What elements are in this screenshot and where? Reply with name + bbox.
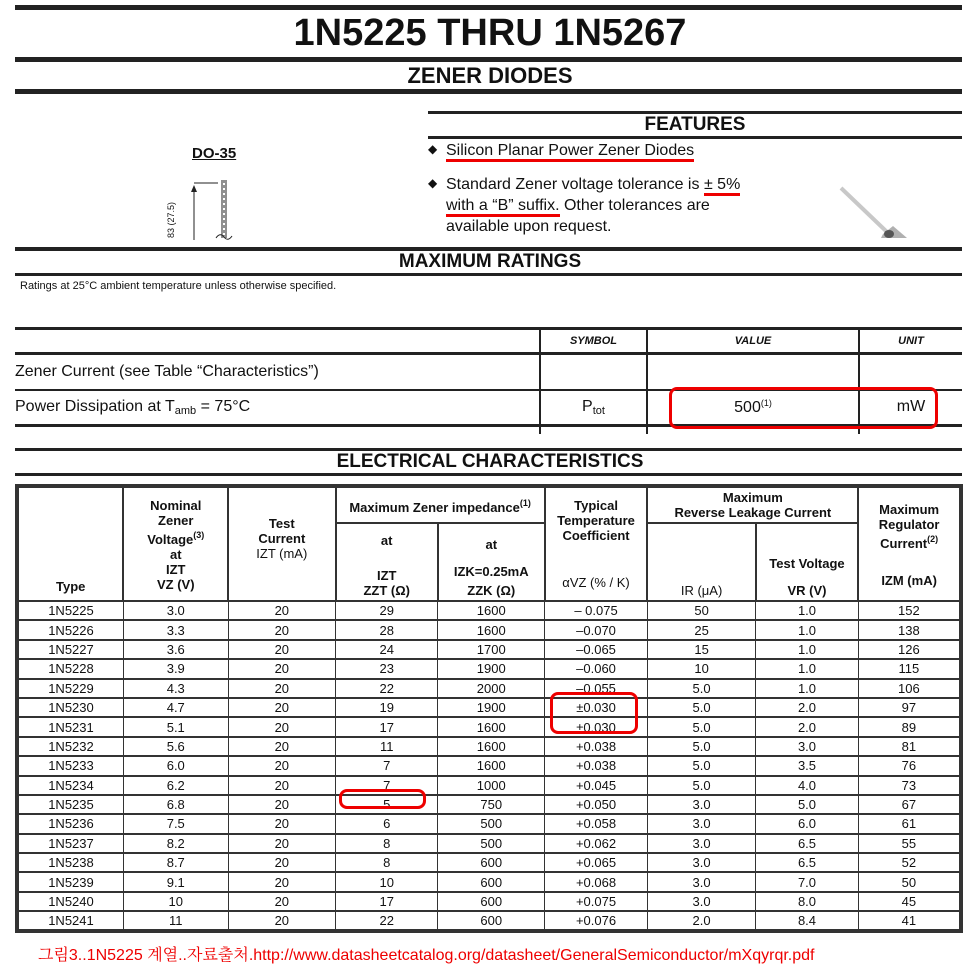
zzk-cell: 750 <box>438 795 545 814</box>
izt-cell: 20 <box>228 601 335 620</box>
izt-cell: 20 <box>228 853 335 872</box>
top-rule <box>15 5 962 10</box>
table-row <box>17 814 961 833</box>
table-row <box>17 872 961 891</box>
vz-cell: 6.2 <box>123 776 228 795</box>
rating-symbol: $P_{tot}$ <box>540 390 647 426</box>
vr-cell: 1.0 <box>756 640 859 659</box>
type-cell: 1N5241 <box>17 911 123 930</box>
izm-cell: 152 <box>858 601 961 620</box>
features-title: FEATURES <box>644 114 746 135</box>
izt-cell: 20 <box>228 776 335 795</box>
temp-coeff-cell: ±0.030 <box>545 698 648 717</box>
zzk-cell: 1000 <box>438 776 545 795</box>
feature-item-1 <box>428 139 694 161</box>
izm-cell: 76 <box>858 756 961 775</box>
vz-cell: 6.0 <box>123 756 228 775</box>
zzk-cell: 1700 <box>438 640 545 659</box>
leakage-group-header: Maximum Reverse Leakage Current <box>647 486 858 523</box>
temp-coeff-header: Typical Temperature Coefficient αVZ (% / K) <box>545 486 648 601</box>
zzt-cell: 23 <box>336 659 438 678</box>
vr-cell: 8.4 <box>756 911 859 930</box>
type-cell: 1N5226 <box>17 620 123 639</box>
vr-cell: 2.0 <box>756 698 859 717</box>
izm-cell: 50 <box>858 872 961 891</box>
temp-coeff-cell: –0.070 <box>545 620 648 639</box>
vr-cell: 1.0 <box>756 679 859 698</box>
zzk-cell: 500 <box>438 834 545 853</box>
type-cell: 1N5234 <box>17 776 123 795</box>
zzt-cell: 29 <box>336 601 438 620</box>
table-row <box>17 911 961 930</box>
izt-cell: 20 <box>228 795 335 814</box>
zzt-cell: 7 <box>336 756 438 775</box>
temp-coeff-cell: +0.050 <box>545 795 648 814</box>
type-cell: 1N5230 <box>17 698 123 717</box>
tolerance-highlight: ± 5% <box>704 176 740 196</box>
ir-cell: 5.0 <box>647 698 755 717</box>
diamond-bullet-icon: ◆ <box>428 176 438 190</box>
symbol-header: SYMBOL <box>540 329 647 354</box>
type-cell: 1N5225 <box>17 601 123 620</box>
izt-cell: 20 <box>228 698 335 717</box>
vz-cell: 3.6 <box>123 640 228 659</box>
vz-cell: 3.0 <box>123 601 228 620</box>
temp-coeff-cell: –0.055 <box>545 679 648 698</box>
rating-symbol <box>540 354 647 390</box>
electrical-title: ELECTRICAL CHARACTERISTICS <box>336 451 644 472</box>
zzk-header: at IZK=0.25mA ZZK (Ω) <box>438 523 545 601</box>
temp-coeff-cell: +0.045 <box>545 776 648 795</box>
package-label: DO-35 <box>192 145 237 162</box>
izt-cell: 20 <box>228 620 335 639</box>
table-row <box>17 756 961 775</box>
rating-value <box>647 354 859 390</box>
ir-cell: 3.0 <box>647 814 755 833</box>
vz-cell: 10 <box>123 892 228 911</box>
vr-cell: 5.0 <box>756 795 859 814</box>
temp-coeff-cell: –0.060 <box>545 659 648 678</box>
zzt-cell: 17 <box>336 717 438 736</box>
page-subtitle: ZENER DIODES <box>407 63 573 88</box>
zzt-cell: 22 <box>336 679 438 698</box>
izm-cell: 67 <box>858 795 961 814</box>
ratings-title-rule <box>15 273 962 276</box>
zzk-cell: 600 <box>438 872 545 891</box>
izm-cell: 61 <box>858 814 961 833</box>
rating-row <box>15 354 962 390</box>
izt-cell: 20 <box>228 911 335 930</box>
ir-cell: 3.0 <box>647 872 755 891</box>
temp-coeff-cell: ±0.030 <box>545 717 648 736</box>
type-cell: 1N5238 <box>17 853 123 872</box>
ir-cell: 15 <box>647 640 755 659</box>
type-cell: 1N5233 <box>17 756 123 775</box>
type-cell: 1N5240 <box>17 892 123 911</box>
izt-cell: 20 <box>228 834 335 853</box>
table-row <box>17 853 961 872</box>
temp-coeff-highlight-box <box>550 692 638 734</box>
temp-coeff-cell: +0.065 <box>545 853 648 872</box>
zzt-cell: 28 <box>336 620 438 639</box>
vz-cell: 8.2 <box>123 834 228 853</box>
zzk-cell: 600 <box>438 911 545 930</box>
type-cell: 1N5236 <box>17 814 123 833</box>
rating-param: Power Dissipation at $T_{amb} = 75^\circ C$ <box>15 390 540 426</box>
izm-header: Maximum Regulator Current$^{(2)}$ IZM (mA) <box>858 486 961 601</box>
izm-cell: 45 <box>858 892 961 911</box>
ir-cell: 3.0 <box>647 853 755 872</box>
izm-cell: 73 <box>858 776 961 795</box>
table-row <box>17 640 961 659</box>
table-row <box>17 834 961 853</box>
izt-cell: 20 <box>228 640 335 659</box>
zzt-cell: 10 <box>336 872 438 891</box>
ir-cell: 3.0 <box>647 834 755 853</box>
vr-cell: 6.5 <box>756 834 859 853</box>
izm-cell: 55 <box>858 834 961 853</box>
ir-cell: 5.0 <box>647 717 755 736</box>
type-cell: 1N5228 <box>17 659 123 678</box>
zzt-cell: 17 <box>336 892 438 911</box>
value-header: VALUE <box>647 329 859 354</box>
ratings-note: Ratings at 25°C ambient temperature unless otherwise specified. <box>20 280 337 292</box>
ir-cell: 5.0 <box>647 776 755 795</box>
type-cell: 1N5235 <box>17 795 123 814</box>
ir-cell: 5.0 <box>647 679 755 698</box>
feature-item-2 <box>428 173 740 237</box>
zzt-cell: 8 <box>336 834 438 853</box>
temp-coeff-cell: –0.065 <box>545 640 648 659</box>
test-current-header: Test Current IZT (mA) <box>228 486 335 601</box>
table-row <box>17 698 961 717</box>
temp-coeff-cell: – 0.075 <box>545 601 648 620</box>
vr-cell: 6.0 <box>756 814 859 833</box>
param-header <box>15 329 540 354</box>
izm-cell: 89 <box>858 717 961 736</box>
rating-param: Zener Current (see Table “Characteristics”) <box>15 354 540 390</box>
ir-cell: 3.0 <box>647 795 755 814</box>
unit-header: UNIT <box>859 329 962 354</box>
izm-cell: 81 <box>858 737 961 756</box>
zzt-cell: 8 <box>336 853 438 872</box>
type-header: Type <box>17 486 123 601</box>
zzk-cell: 600 <box>438 853 545 872</box>
feature-text: available upon request. <box>446 218 612 235</box>
zzk-cell: 1600 <box>438 620 545 639</box>
vr-cell: 7.0 <box>756 872 859 891</box>
table-row <box>17 620 961 639</box>
value-highlight-box <box>669 387 938 429</box>
type-cell: 1N5237 <box>17 834 123 853</box>
izt-cell: 20 <box>228 892 335 911</box>
vr-cell: 3.5 <box>756 756 859 775</box>
izm-cell: 97 <box>858 698 961 717</box>
impedance-highlight-box <box>339 789 426 809</box>
vz-cell: 4.3 <box>123 679 228 698</box>
package-drawing <box>180 180 240 242</box>
elec-title-rule <box>15 473 962 476</box>
izt-cell: 20 <box>228 756 335 775</box>
rating-unit <box>859 354 962 390</box>
izm-cell: 106 <box>858 679 961 698</box>
ir-cell: 10 <box>647 659 755 678</box>
zzk-cell: 1600 <box>438 737 545 756</box>
figure-caption: 그림3..1N5225 계열..자료출처.http://www.datasheetcatalog.org/datasheet/GeneralSemiconductor/mXqyrqr.pdf <box>38 947 815 964</box>
vr-cell: 6.5 <box>756 853 859 872</box>
ir-cell: 5.0 <box>647 737 755 756</box>
izt-cell: 20 <box>228 814 335 833</box>
zzt-cell: 5 <box>336 795 438 814</box>
vz-cell: 5.1 <box>123 717 228 736</box>
type-cell: 1N5229 <box>17 679 123 698</box>
ir-cell: 25 <box>647 620 755 639</box>
feature-text: Standard Zener voltage tolerance is <box>446 176 704 193</box>
ir-cell: 3.0 <box>647 892 755 911</box>
zzk-cell: 1900 <box>438 659 545 678</box>
type-cell: 1N5227 <box>17 640 123 659</box>
ir-header: IR (μA) <box>647 523 755 601</box>
table-row <box>17 717 961 736</box>
zzt-cell: 11 <box>336 737 438 756</box>
vz-header: Nominal Zener Voltage$^{(3)}$ at IZT VZ (V) <box>123 486 228 601</box>
zzt-header: at IZT ZZT (Ω) <box>336 523 438 601</box>
temp-coeff-cell: +0.068 <box>545 872 648 891</box>
izm-cell: 41 <box>858 911 961 930</box>
type-cell: 1N5239 <box>17 872 123 891</box>
zzk-cell: 500 <box>438 814 545 833</box>
zzt-cell: 24 <box>336 640 438 659</box>
vr-cell: 1.0 <box>756 659 859 678</box>
zzk-cell: 2000 <box>438 679 545 698</box>
vz-cell: 6.8 <box>123 795 228 814</box>
vr-header: Test Voltage VR (V) <box>756 523 859 601</box>
vz-cell: 3.3 <box>123 620 228 639</box>
feature-text: Silicon Planar Power Zener Diodes <box>446 142 694 162</box>
vr-cell: 4.0 <box>756 776 859 795</box>
izt-cell: 20 <box>228 659 335 678</box>
temp-coeff-cell: +0.058 <box>545 814 648 833</box>
rating-value: 500$^{(1)}$ <box>647 390 859 426</box>
zzt-cell: 7 <box>336 776 438 795</box>
izt-cell: 20 <box>228 717 335 736</box>
vz-cell: 7.5 <box>123 814 228 833</box>
diode-photo <box>835 182 915 240</box>
izm-cell: 138 <box>858 620 961 639</box>
temp-coeff-cell: +0.076 <box>545 911 648 930</box>
rating-unit: mW <box>859 390 962 426</box>
izt-cell: 20 <box>228 872 335 891</box>
izm-cell: 126 <box>858 640 961 659</box>
type-cell: 1N5232 <box>17 737 123 756</box>
table-row <box>17 679 961 698</box>
temp-coeff-cell: +0.038 <box>545 737 648 756</box>
izt-cell: 20 <box>228 679 335 698</box>
vr-cell: 1.0 <box>756 601 859 620</box>
zzt-cell: 6 <box>336 814 438 833</box>
vz-cell: 9.1 <box>123 872 228 891</box>
vr-cell: 8.0 <box>756 892 859 911</box>
zzk-cell: 600 <box>438 892 545 911</box>
temp-coeff-cell: +0.038 <box>545 756 648 775</box>
zzk-cell: 1600 <box>438 717 545 736</box>
impedance-group-header: Maximum Zener impedance$^{(1)}$ <box>336 486 545 523</box>
table-row <box>17 659 961 678</box>
table-row <box>17 601 961 620</box>
zzt-cell: 19 <box>336 698 438 717</box>
izm-cell: 115 <box>858 659 961 678</box>
page-title: 1N5225 THRU 1N5267 <box>293 12 687 54</box>
table-row <box>17 776 961 795</box>
vz-cell: 8.7 <box>123 853 228 872</box>
vr-cell: 2.0 <box>756 717 859 736</box>
vz-cell: 11 <box>123 911 228 930</box>
zzk-cell: 1900 <box>438 698 545 717</box>
izt-cell: 20 <box>228 737 335 756</box>
zzk-cell: 1600 <box>438 601 545 620</box>
temp-coeff-cell: +0.062 <box>545 834 648 853</box>
electrical-table <box>15 484 963 933</box>
package-dimension-label: 83 (27.5) <box>166 201 176 238</box>
suffix-highlight: with a “B” suffix. <box>446 197 560 217</box>
title-rule <box>15 57 962 62</box>
ir-cell: 5.0 <box>647 756 755 775</box>
zzt-cell: 22 <box>336 911 438 930</box>
diamond-bullet-icon: ◆ <box>428 142 438 156</box>
vz-cell: 4.7 <box>123 698 228 717</box>
table-row <box>17 892 961 911</box>
feature-text: Other tolerances are <box>559 197 710 214</box>
vr-cell: 3.0 <box>756 737 859 756</box>
izm-cell: 52 <box>858 853 961 872</box>
zzk-cell: 1600 <box>438 756 545 775</box>
temp-coeff-cell: +0.075 <box>545 892 648 911</box>
max-ratings-title: MAXIMUM RATINGS <box>398 251 582 272</box>
ir-cell: 50 <box>647 601 755 620</box>
type-cell: 1N5231 <box>17 717 123 736</box>
vr-cell: 1.0 <box>756 620 859 639</box>
vz-cell: 5.6 <box>123 737 228 756</box>
table-row <box>17 795 961 814</box>
ir-cell: 2.0 <box>647 911 755 930</box>
vz-cell: 3.9 <box>123 659 228 678</box>
table-row <box>17 737 961 756</box>
subtitle-rule <box>15 89 962 94</box>
